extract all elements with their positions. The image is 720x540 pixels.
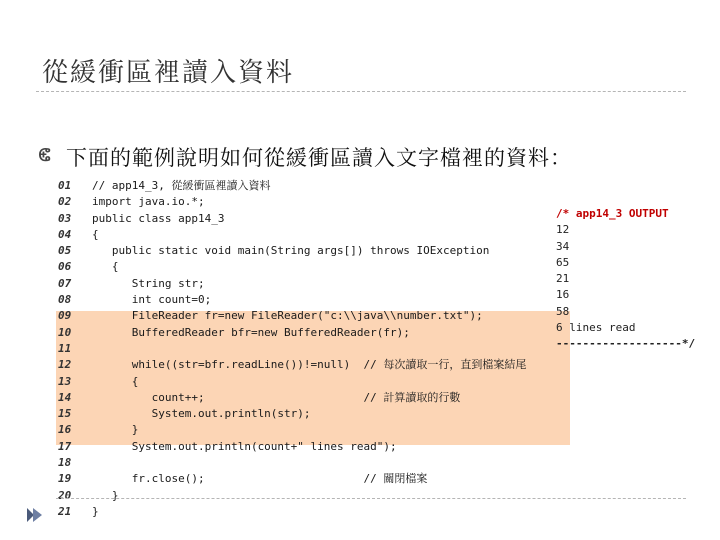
output-line: 12 — [556, 223, 570, 237]
code-text: // app14_3, 從緩衝區裡讀入資料 — [92, 179, 271, 192]
code-text: FileReader fr=new FileReader("c:\\java\\number.txt"); — [92, 309, 483, 323]
code-line — [0, 325, 560, 341]
code-line — [0, 357, 560, 373]
code-line — [0, 488, 560, 504]
code-line — [0, 308, 560, 324]
output-line: 34 — [556, 239, 570, 253]
code-text: import java.io.*; — [92, 195, 205, 209]
line-number: 17 — [58, 439, 72, 453]
code-text: } — [92, 423, 139, 437]
code-text: System.out.println(count+" lines read"); — [92, 439, 397, 453]
code-line — [0, 243, 560, 259]
code-line — [0, 422, 560, 438]
line-number: 19 — [58, 472, 72, 486]
program-output — [556, 206, 695, 353]
code-text: BufferedReader bfr=new BufferedReader(fr); — [92, 325, 410, 339]
line-number: 18 — [58, 456, 72, 470]
code-text: { — [92, 227, 99, 241]
code-text: { — [92, 374, 139, 388]
output-header: /* app14_3 OUTPUT — [556, 207, 669, 220]
code-line — [0, 471, 560, 487]
output-line: 6 lines read — [556, 321, 636, 335]
output-line: 65 — [556, 255, 570, 269]
slide-title: 從緩衝區裡讀入資料 — [42, 58, 295, 88]
code-line — [0, 439, 560, 455]
line-number: 20 — [58, 488, 72, 502]
code-line — [0, 259, 560, 275]
code-text: { — [92, 260, 119, 274]
code-line — [0, 292, 560, 308]
line-number: 21 — [58, 504, 72, 518]
line-number: 13 — [58, 374, 72, 388]
code-line — [0, 455, 560, 471]
line-number: 08 — [58, 293, 72, 307]
line-number: 06 — [58, 260, 72, 274]
code-text: public static void main(String args[]) throws IOException — [92, 244, 490, 258]
line-number: 11 — [58, 341, 72, 355]
slide-nav-icon[interactable] — [24, 504, 46, 526]
line-number: 01 — [58, 179, 72, 192]
bullet-icon: ⵞ — [38, 145, 51, 166]
line-number: 02 — [58, 195, 72, 209]
line-number: 05 — [58, 244, 72, 258]
code-line — [0, 341, 560, 357]
output-line: 16 — [556, 288, 570, 302]
line-number: 15 — [58, 407, 72, 421]
line-number: 09 — [58, 309, 72, 323]
code-line — [0, 390, 560, 406]
code-text: while((str=bfr.readLine())!=null) // 每次讀取一行，直到檔案結尾 — [92, 358, 527, 372]
output-line: 58 — [556, 304, 570, 318]
line-number: 03 — [58, 211, 72, 225]
code-line — [0, 276, 560, 292]
code-line — [0, 178, 560, 194]
code-text: fr.close(); // 關閉檔案 — [92, 472, 428, 486]
code-text: } — [92, 488, 119, 502]
code-text: } — [92, 504, 99, 518]
output-footer: -------------------*/ — [556, 337, 696, 351]
code-line — [0, 227, 560, 243]
code-line — [0, 211, 560, 227]
title-divider — [36, 91, 686, 92]
line-number: 10 — [58, 325, 72, 339]
line-number: 04 — [58, 227, 72, 241]
code-text: String str; — [92, 276, 205, 290]
code-line — [0, 406, 560, 422]
code-line — [0, 374, 560, 390]
footer-divider — [56, 498, 686, 499]
code-text: count++; // 計算讀取的行數 — [92, 390, 461, 404]
code-text: public class app14_3 — [92, 211, 225, 225]
code-line — [0, 504, 560, 520]
line-number: 07 — [58, 276, 72, 290]
code-listing — [0, 178, 560, 520]
code-text: System.out.println(str); — [92, 407, 311, 421]
code-text: int count=0; — [92, 293, 212, 307]
bullet-text: 下面的範例說明如何從緩衝區讀入文字檔裡的資料： — [66, 146, 572, 170]
line-number: 16 — [58, 423, 72, 437]
line-number: 14 — [58, 390, 72, 404]
line-number: 12 — [58, 358, 72, 372]
output-line: 21 — [556, 272, 570, 286]
code-line — [0, 194, 560, 210]
